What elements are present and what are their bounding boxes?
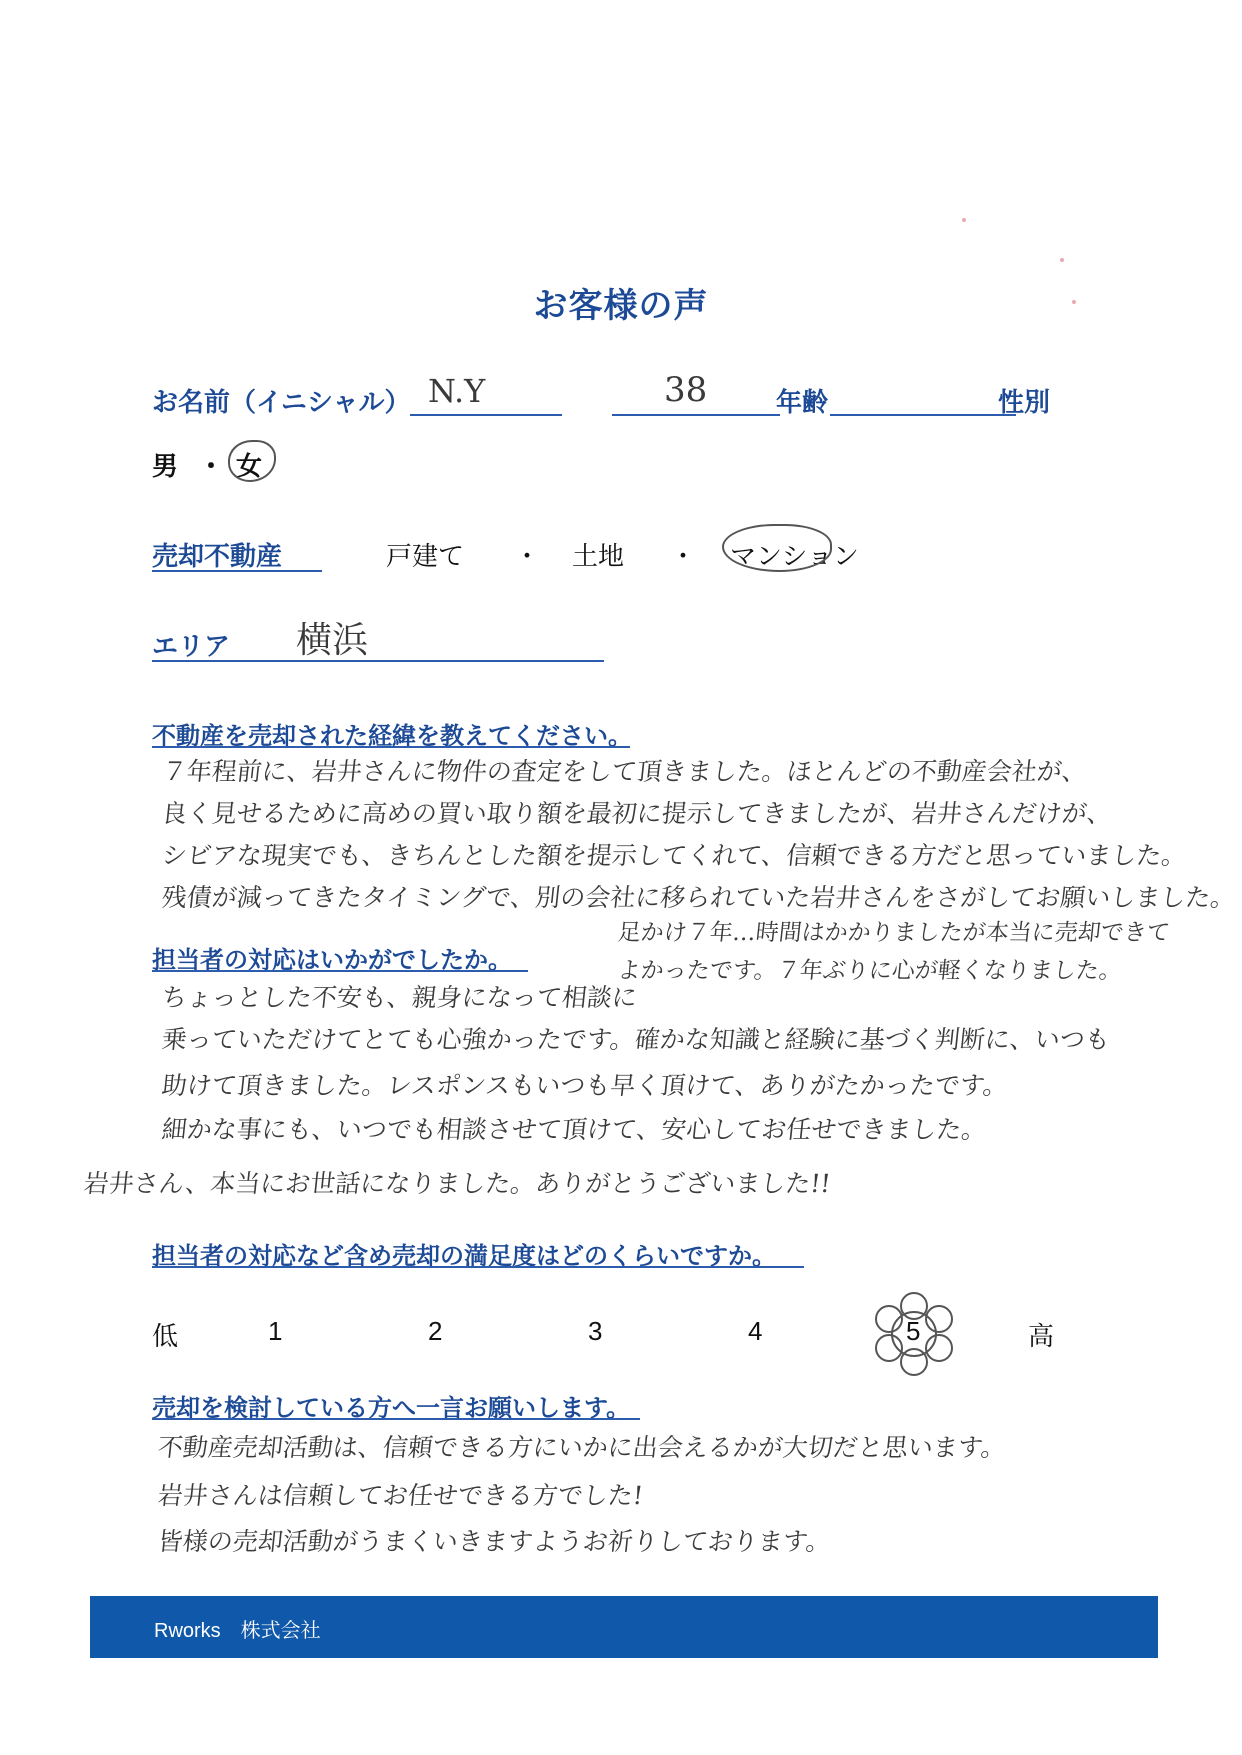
name-underline <box>410 414 562 416</box>
property-option-land: 土地 <box>572 542 625 572</box>
answer-line: 良く見せるために高めの買い取り額を最初に提示してきましたが、岩井さんだけが、 <box>160 799 1114 828</box>
female-selection-circle <box>228 440 276 482</box>
area-underline <box>152 660 604 662</box>
company-name: Rworks 株式会社 <box>154 1620 321 1642</box>
gender-label: 性別 <box>998 388 1051 418</box>
property-separator: ・ <box>670 542 697 572</box>
question-underline <box>152 1266 804 1268</box>
scale-high-label: 高 <box>1028 1321 1055 1351</box>
answer-line: シビアな現実でも、きちんとした額を提示してくれて、信頼できる方だと思っていました。 <box>160 841 1188 870</box>
question-message: 売却を検討している方へ一言お願いします。 <box>152 1394 631 1422</box>
answer-line: 不動産売却活動は、信頼できる方にいかに出会えるかが大切だと思います。 <box>156 1433 1008 1462</box>
speck <box>962 218 966 222</box>
answer-line: 皆様の売却活動がうまくいきますようお祈りしております。 <box>156 1527 833 1556</box>
area-value: 横浜 <box>296 620 369 661</box>
gender-male: 男 <box>152 452 179 482</box>
age-underline <box>612 414 780 416</box>
answer-line: 乗っていただけてとても心強かったです。確かな知識と経験に基づく判断に、いつも <box>160 1025 1112 1054</box>
answer-line: 足かけ７年…時間はかかりましたが本当に売却できて <box>616 920 1172 946</box>
question-satisfaction: 担当者の対応など含め売却の満足度はどのくらいですか。 <box>152 1242 776 1270</box>
property-option-house: 戸建て <box>386 542 465 572</box>
question-support: 担当者の対応はいかがでしたか。 <box>152 946 512 974</box>
answer-line: ちょっとした不安も、親身になって相談に <box>160 983 639 1012</box>
scale-option-4: 4 <box>748 1316 763 1346</box>
mansion-selection-circle <box>722 524 832 572</box>
answer-line: ７年程前に、岩井さんに物件の査定をして頂きました。ほとんどの不動産会社が、 <box>160 757 1089 786</box>
age-value: 38 <box>664 370 708 410</box>
property-separator: ・ <box>514 542 541 572</box>
question-underline <box>152 1418 640 1420</box>
answer-line: 残債が減ってきたタイミングで、別の会社に移られていた岩井さんをさがしてお願いしました。 <box>160 883 1237 912</box>
gender-underline <box>830 414 1016 416</box>
answer-line: よかったです。７年ぶりに心が軽くなりました。 <box>616 958 1124 984</box>
question-background: 不動産を売却された経緯を教えてください。 <box>152 722 632 750</box>
scale-low-label: 低 <box>152 1321 179 1351</box>
age-label: 年齢 <box>776 388 829 418</box>
name-label: お名前（イニシャル） <box>152 388 411 418</box>
footer-bar <box>90 1596 1158 1658</box>
gender-female: 女 <box>236 452 263 482</box>
answer-line: 細かな事にも、いつでも相談させて頂けて、安心してお任せできました。 <box>160 1115 988 1144</box>
scale-option-5: 5 <box>906 1316 921 1346</box>
speck <box>1060 258 1064 262</box>
name-value: N.Y <box>428 372 486 410</box>
property-option-mansion: マンション <box>730 542 859 572</box>
property-underline <box>152 570 322 572</box>
gender-separator: ・ <box>198 452 225 482</box>
page-title: お客様の声 <box>533 286 709 326</box>
scale-option-2: 2 <box>428 1316 443 1346</box>
property-label: 売却不動産 <box>152 542 283 572</box>
scale-option-1: 1 <box>268 1316 283 1346</box>
scale-option-3: 3 <box>588 1316 603 1346</box>
flower-selection-mark <box>866 1286 962 1382</box>
answer-line: 助けて頂きました。レスポンスもいつも早く頂けて、ありがたかったです。 <box>160 1071 1010 1100</box>
question-underline <box>152 970 528 972</box>
answer-line: 岩井さん、本当にお世話になりました。ありがとうございました!! <box>82 1169 832 1198</box>
answer-line: 岩井さんは信頼してお任せできる方でした! <box>156 1481 645 1510</box>
area-label: エリア <box>152 632 231 662</box>
question-underline <box>152 746 630 748</box>
